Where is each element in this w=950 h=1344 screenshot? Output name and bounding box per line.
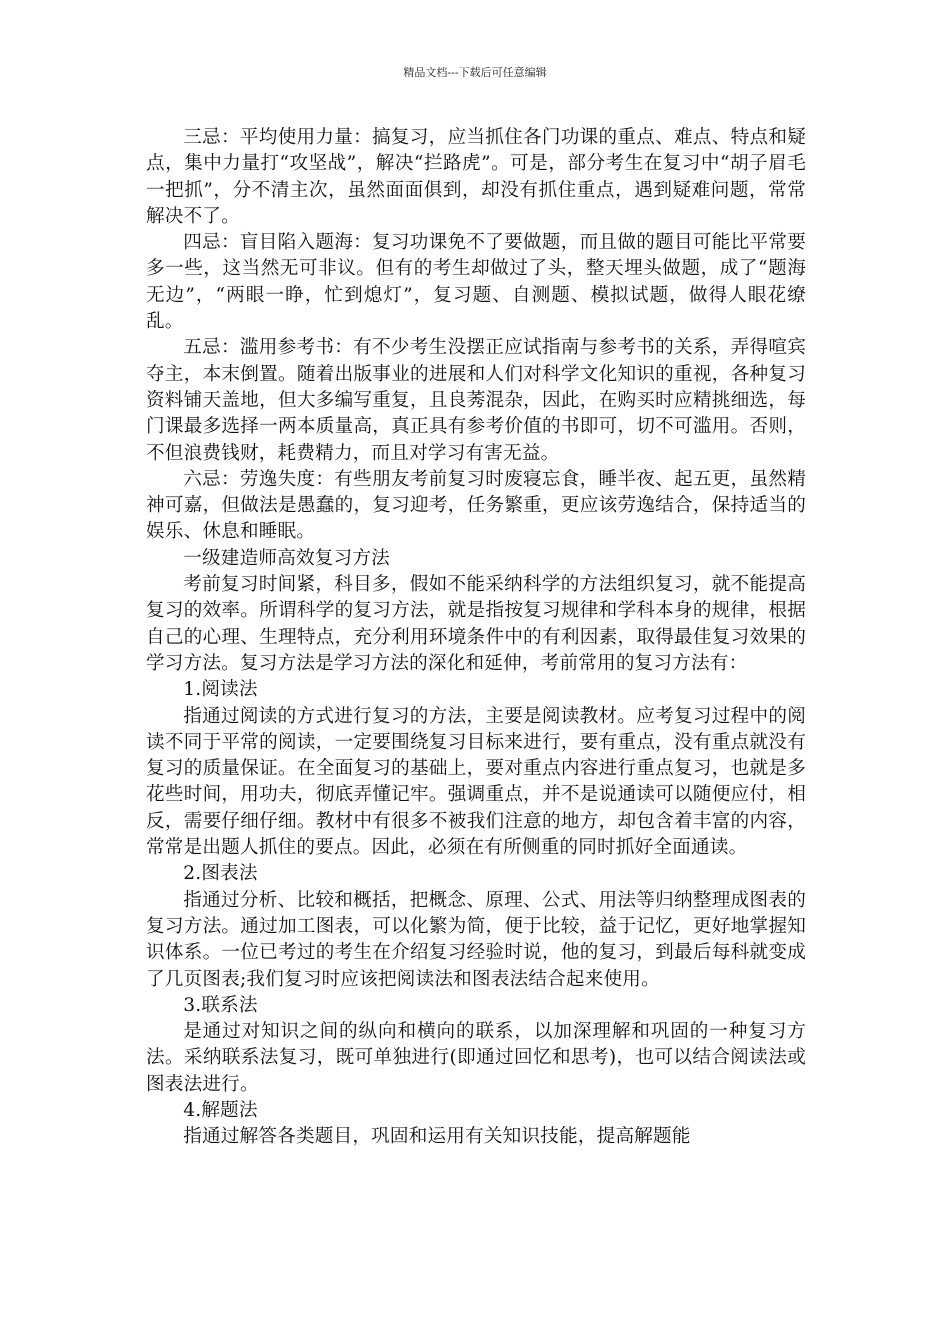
method-heading-reading: 1.阅读法 [183, 679, 258, 701]
paragraph-fourth-taboo: 四忌：盲目陷入题海：复习功课免不了要做题，而且做的题目可能比平常要多一些，这当然无可非议。但有的考生却做过了头，整天埋头做题，成了“题海无边”，“两眼一睁，忙到熄灯”，复习题、自测题、模拟试题，做得人眼花缭乱。 [146, 232, 806, 333]
paragraph-reading-method: 指通过阅读的方式进行复习的方法，主要是阅读教材。应考复习过程中的阅读不同于平常的阅读，一定要围绕复习目标来进行，要有重点，没有重点就没有复习的质量保证。在全面复习的基础上，要对重点内容进行重点复习，也就是多花些时间，用功夫，彻底弄懂记牢。强调重点，并不是说通读可以随便应付，相反，需要仔细仔细。教材中有很多不被我们注意的地方，却包含着丰富的内容，常常是出题人抓住的要点。因此，必须在有所侧重的同时抓好全面通读。 [146, 705, 806, 859]
document-body [146, 125, 806, 1151]
paragraph-connection-method: 是通过对知识之间的纵向和横向的联系，以加深理解和巩固的一种复习方法。采纳联系法复习，既可单独进行(即通过回忆和思考)，也可以结合阅读法或图表法进行。 [146, 1021, 806, 1095]
paragraph-fifth-taboo: 五忌：滥用参考书：有不少考生没摆正应试指南与参考书的关系，弄得喧宾夺主，本末倒置。随着出版事业的进展和人们对科学文化知识的重视，各种复习资料铺天盖地，但大多编写重复，且良莠混杂，因此，在购买时应精挑细选，每门课最多选择一两本质量高，真正具有参考价值的书即可，切不可滥用。否则，不但浪费钱财，耗费精力，而且对学习有害无益。 [146, 337, 806, 464]
method-heading-problem-solving: 4.解题法 [183, 1099, 258, 1121]
page-header: 精品文档---下载后可任意编辑 [403, 66, 547, 79]
paragraph-chart-method: 指通过分析、比较和概括，把概念、原理、公式、用法等归纳整理成图表的复习方法。通过加工图表，可以化繁为简，便于比较，益于记忆，更好地掌握知识体系。一位已考过的考生在介绍复习经验时说，他的复习，到最后每科就变成了几页图表;我们复习时应该把阅读法和图表法结合起来使用。 [146, 889, 806, 990]
paragraph-sixth-taboo: 六忌：劳逸失度：有些朋友考前复习时废寝忘食，睡半夜、起五更，虽然精神可嘉，但做法是愚蠢的，复习迎考，任务繁重，更应该劳逸结合，保持适当的娱乐、休息和睡眠。 [146, 468, 806, 543]
method-heading-connection: 3.联系法 [183, 994, 258, 1016]
paragraph-problem-solving-method: 指通过解答各类题目，巩固和运用有关知识技能，提高解题能 [183, 1126, 691, 1148]
method-heading-chart: 2.图表法 [183, 863, 258, 885]
paragraph-methods-intro: 考前复习时间紧，科目多，假如不能采纳科学的方法组织复习，就不能提高复习的效率。所谓科学的复习方法，就是指按复习规律和学科本身的规律，根据自己的心理、生理特点，充分利用环境条件中的有利因素，取得最佳复习效果的学习方法。复习方法是学习方法的深化和延伸，考前常用的复习方法有： [146, 574, 806, 674]
paragraph-third-taboo: 三忌：平均使用力量：搞复习，应当抓住各门功课的重点、难点、特点和疑点，集中力量打“攻坚战”，解决“拦路虎”。可是，部分考生在复习中“胡子眉毛一把抓”，分不清主次，虽然面面俱到，却没有抓住重点，遇到疑难问题，常常解决不了。 [146, 127, 806, 227]
section-heading-methods: 一级建造师高效复习方法 [183, 547, 390, 569]
